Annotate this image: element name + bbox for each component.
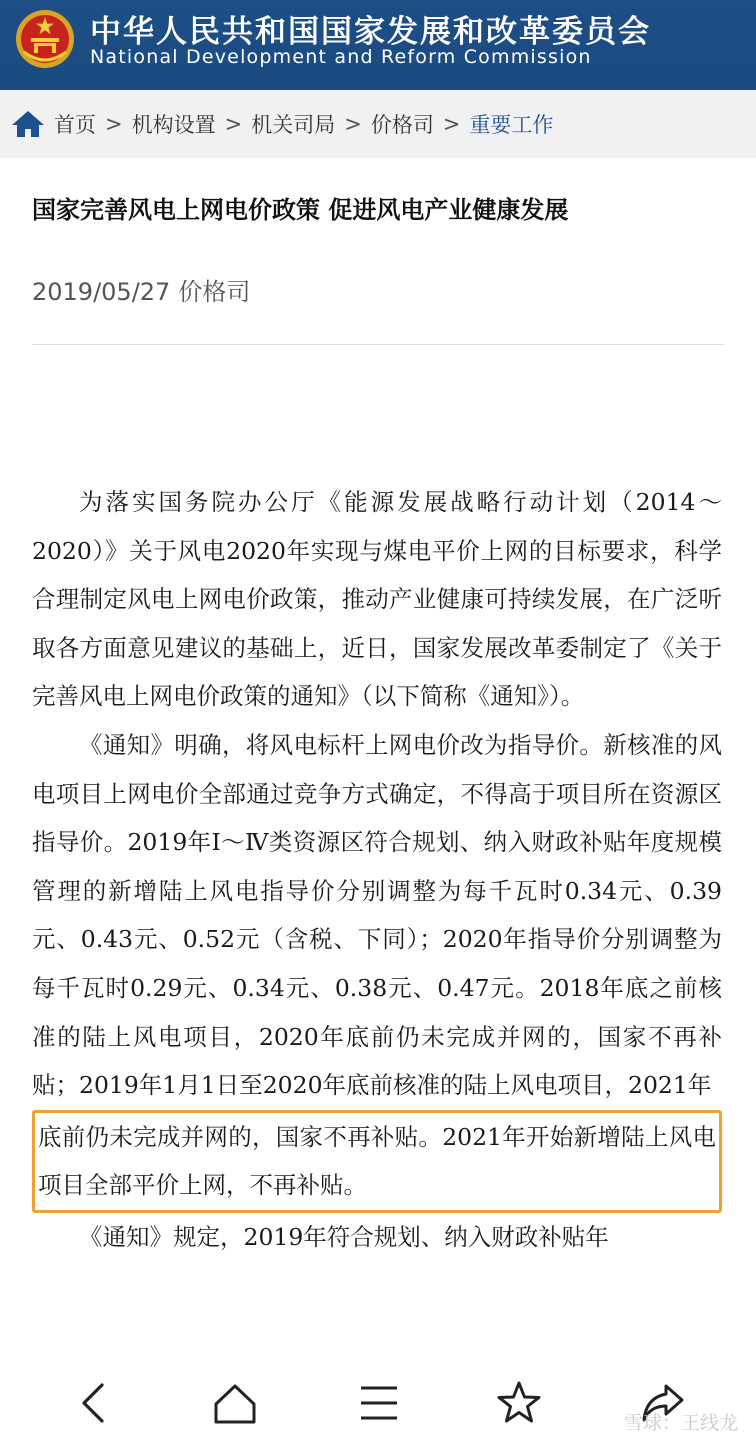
home-icon[interactable] [10,109,46,139]
article-paragraph: 为落实国务院办公厅《能源发展战略行动计划（2014～2020）》关于风电2020年实现与煤电平价上网的目标要求，科学合理制定风电上网电价政策，推动产业健康可持续发展，在广泛听取各方面意见建议的基础上，近日，国家发展改革委制定了《关于完善风电上网电价政策的通知》（以下简称《通知》）。 [32,488,722,711]
highlighted-passage: 底前仍未完成并网的，国家不再补贴。2021年开始新增陆上风电项目全部平价上网，不再补贴。 [32,1110,722,1213]
menu-icon[interactable] [356,1380,402,1426]
breadcrumb-item-price-dept[interactable]: 价格司 [370,113,434,137]
back-icon[interactable] [72,1380,118,1426]
home-nav-icon[interactable] [212,1380,258,1426]
article-paragraph: 《通知》规定，2019年符合规划、纳入财政补贴年 [79,1222,609,1251]
breadcrumb [0,90,756,158]
watermark: 雪球：王线龙 [623,1412,738,1434]
breadcrumb-separator: > [442,112,461,136]
article-paragraph [32,721,722,1110]
org-name-chinese: 中华人民共和国国家发展和改革委员会 [90,14,651,50]
article-meta [32,272,258,307]
national-emblem-icon [14,8,76,70]
breadcrumb-item-current[interactable]: 重要工作 [469,113,554,137]
breadcrumb-item-departments[interactable]: 机关司局 [251,113,336,137]
breadcrumb-item-home[interactable]: 首页 [54,113,96,137]
title-divider [32,344,724,345]
breadcrumb-separator: > [105,112,123,136]
article-text: 《通知》明确，将风电标杆上网电价改为指导价。新核准的风电项目上网电价全部通过竞争方式确定，不得高于项目所在资源区指导价。2019年Ⅰ～Ⅳ类资源区符合规划、纳入财政补贴年度规模管理的新增陆上风电指导价分别调整为每千瓦时0.34元、0.39元、0.43元、0.52元（含税、下同）；2020年指导价分别调整为每千瓦时0.29元、0.34元、0.38元、0.47元。2018年底之前核准的陆上风电项目，2020年底前仍未完成并网的，国家不再补贴；2019年1月1日至2020年底前核准的陆上风电项目，2021年 [32,730,722,1100]
article-title: 国家完善风电上网电价政策 促进风电产业健康发展 [32,196,569,224]
site-header [0,0,756,90]
org-name-english: National Development and Reform Commission [90,46,592,68]
breadcrumb-separator: > [224,112,243,136]
star-icon[interactable] [496,1380,542,1426]
breadcrumb-separator: > [344,112,362,136]
article-date: 2019/05/27 [32,278,171,306]
article-department: 价格司 [178,278,251,306]
article-body [32,478,722,1262]
breadcrumb-item-organization[interactable]: 机构设置 [131,113,216,137]
